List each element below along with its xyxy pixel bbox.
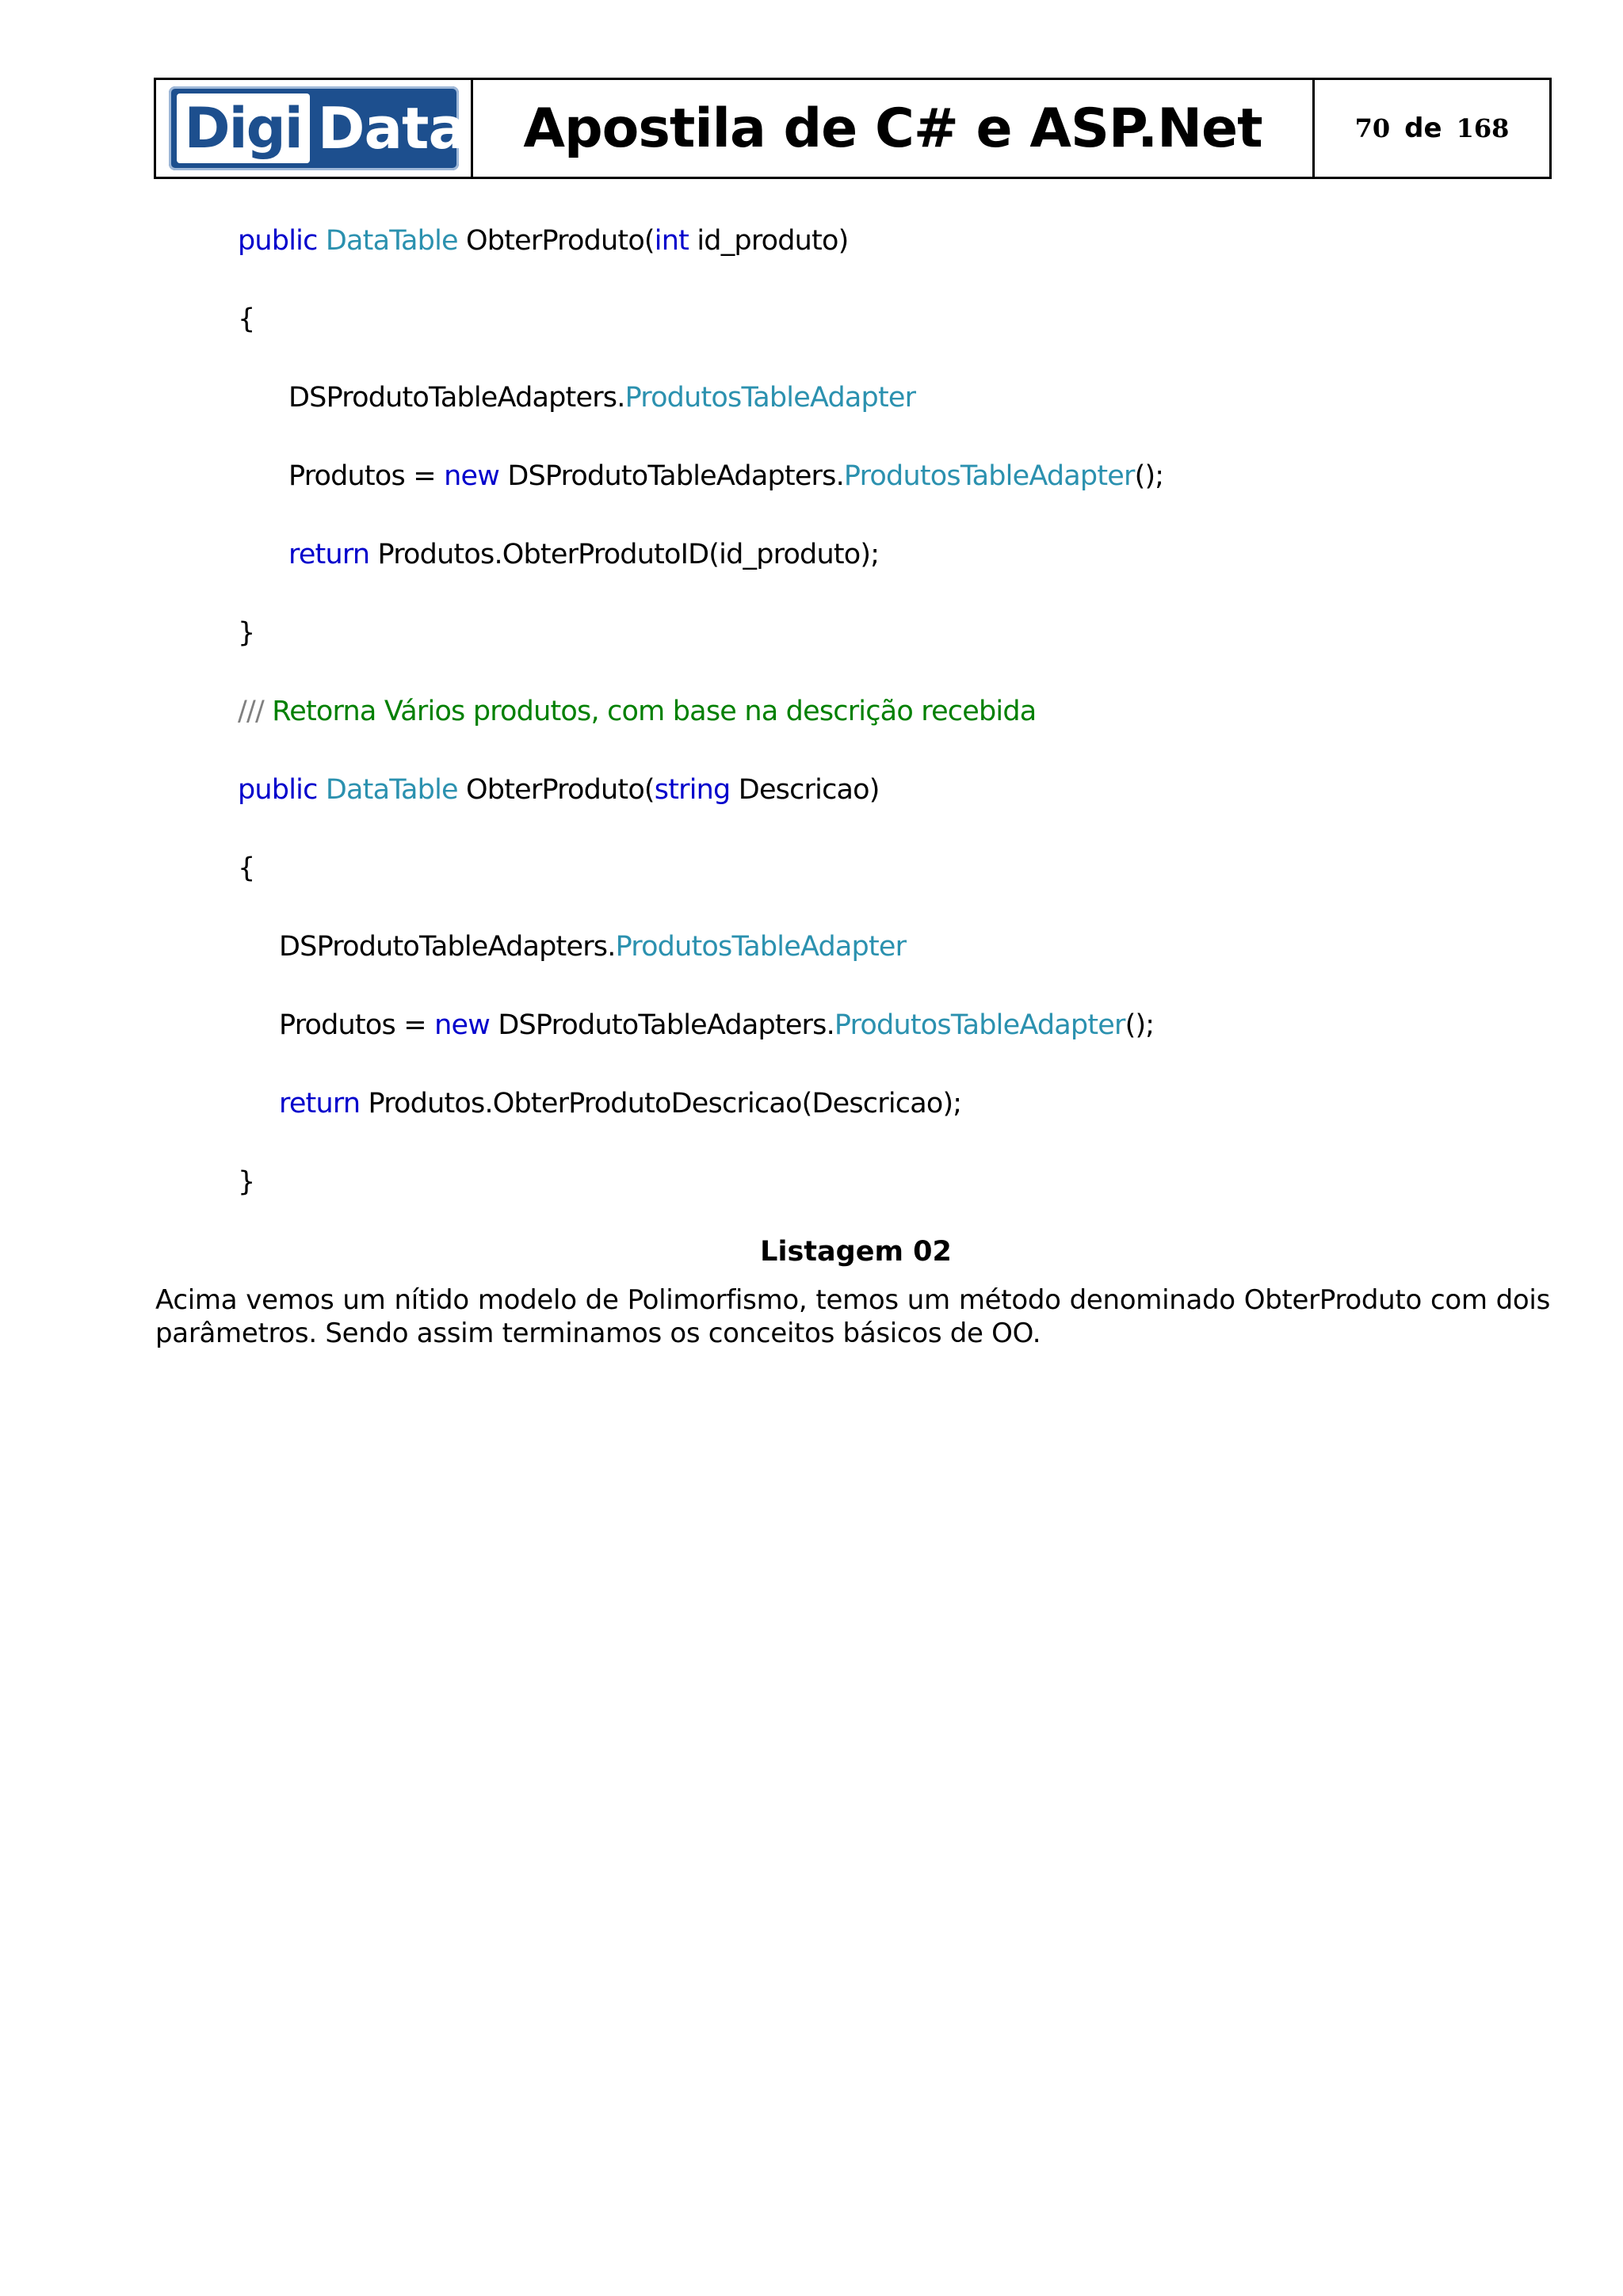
code-line-6: } [238, 617, 255, 649]
code-line-5: return Produtos.ObterProdutoID(id_produto); [288, 539, 880, 570]
code-line-11: Produtos = new DSProdutoTableAdapters.ProdutosTableAdapter(); [279, 1009, 1155, 1041]
page-separator: de [1404, 113, 1442, 144]
logo-cell [156, 80, 473, 177]
code-line-10: DSProdutoTableAdapters.ProdutosTableAdapter [279, 931, 907, 963]
page-total: 168 [1456, 113, 1510, 143]
code-line-3: DSProdutoTableAdapters.ProdutosTableAdapter [288, 382, 916, 414]
digidata-logo [169, 86, 467, 170]
document-title: Apostila de C# e ASP.Net [523, 97, 1262, 160]
page-current: 70 [1354, 113, 1391, 143]
code-line-1: public DataTable ObterProduto(int id_produto) [238, 225, 849, 257]
code-line-9: { [238, 852, 255, 884]
code-comment: /// Retorna Vários produtos, com base na descrição recebida [238, 696, 1037, 727]
code-line-12: return Produtos.ObterProdutoDescricao(Descricao); [279, 1088, 962, 1119]
code-line-4: Produtos = new DSProdutoTableAdapters.ProdutosTableAdapter(); [288, 460, 1164, 492]
body-paragraph: Acima vemos um nítido modelo de Polimorfismo, temos um método denominado ObterProduto com dois parâmetros. Sendo assim terminamos os conceitos básicos de OO. [155, 1284, 1550, 1349]
title-cell [473, 80, 1315, 177]
listing-caption: Listagem 02 [760, 1236, 952, 1268]
code-line-8: public DataTable ObterProduto(string Descricao) [238, 774, 880, 806]
logo-data-text: Data [317, 95, 467, 162]
code-line-2: { [238, 303, 255, 335]
page-number [1315, 80, 1549, 177]
page-header [154, 78, 1552, 179]
logo-digi-text: Digi [177, 93, 310, 163]
code-line-13: } [238, 1166, 255, 1198]
